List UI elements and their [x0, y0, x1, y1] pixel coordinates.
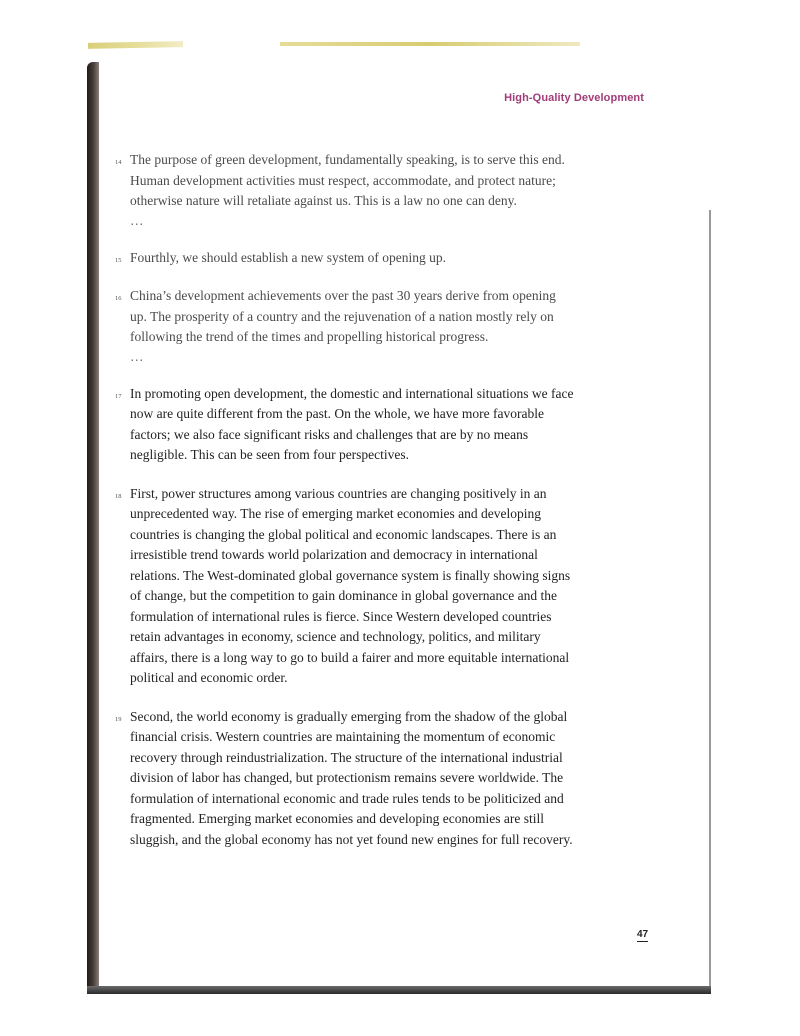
ellipsis: …	[130, 348, 146, 364]
running-head: High-Quality Development	[504, 92, 644, 104]
page-bottom-edge	[87, 986, 711, 994]
ellipsis: …	[130, 212, 146, 228]
paragraph	[115, 707, 576, 851]
paragraph-text: Fourthly, we should establish a new system of opening up.	[130, 249, 446, 265]
page-right-edge	[709, 210, 711, 994]
paragraph-number: 19	[115, 715, 122, 723]
paragraph-text: In promoting open development, the domestic and international situations we face now are quite different from the past. On the whole, we have more favorable factors; we also face significant risks and challenges that are by no means negligible. This can be seen from four perspectives.	[130, 385, 574, 462]
paragraph-number: 18	[115, 492, 122, 500]
paragraph	[115, 150, 576, 230]
paragraph	[115, 384, 576, 466]
paragraph-text: The purpose of green development, fundamentally speaking, is to serve this end. Human development activities must respect, accommodate, and protect nature; otherwise nature will retaliate against us. This is a law no one can deny.	[130, 152, 565, 208]
paragraph	[115, 248, 576, 269]
paragraph-text: China’s development achievements over the past 30 years derive from opening up. The prosperity of a country and the rejuvenation of a nation mostly rely on following the trend of the times and propelling historical progress.	[130, 288, 556, 344]
paragraph-text: Second, the world economy is gradually emerging from the shadow of the global financial crisis. Western countries are maintaining the momentum of economic recovery through reindustrialization. The structure of the international industrial division of labor has changed, but protectionism remains severe worldwide. The formulation of international economic and trade rules tends to be politicized and fragmented. Emerging market economies and developing economies are still sluggish, and the global economy has not yet found new engines for full recovery.	[130, 708, 573, 847]
book-spine-shadow	[87, 62, 99, 994]
tape-strip-right	[280, 42, 580, 46]
body-text	[115, 150, 576, 868]
paragraph-number: 17	[115, 392, 122, 400]
paragraph	[115, 286, 576, 366]
tape-strip-left	[88, 41, 183, 49]
paragraph-text: First, power structures among various countries are changing positively in an unprecedented way. The rise of emerging market economies and developing countries is changing the global political and economic landscapes. There is an irresistible trend towards world polarization and democracy in international relations. The West-dominated global governance system is finally showing signs of change, but the competition to gain dominance in global governance and the formulation of international rules is fierce. Since Western developed countries retain advantages in economy, science and technology, politics, and military affairs, there is a long way to go to build a fairer and more equitable international political and economic order.	[130, 485, 571, 685]
paragraph-number: 16	[115, 295, 122, 302]
paragraph-number: 15	[115, 256, 122, 264]
paragraph-number: 14	[115, 159, 122, 166]
page-number: 47	[637, 929, 649, 940]
paragraph	[115, 484, 576, 689]
